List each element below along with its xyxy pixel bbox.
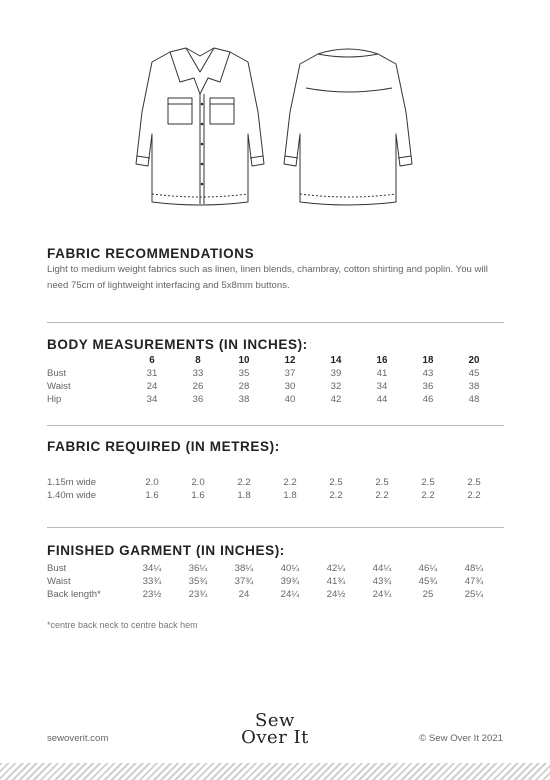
row-label: Waist [47,576,71,587]
table-row [47,575,497,588]
row-label: Waist [47,381,71,392]
divider [47,527,504,528]
table-cell: 2.0 [191,477,205,488]
size-header: 18 [422,355,434,366]
table-cell: 2.5 [329,477,343,488]
table-cell: 26 [192,381,204,392]
table-cell: 25¼ [464,589,484,600]
table-cell: 42¼ [326,563,346,574]
table-cell: 24½ [326,589,346,600]
row-label: 1.15m wide [47,477,97,488]
row-label: Bust [47,368,67,379]
table-cell: 40¼ [280,563,300,574]
table-cell: 42 [330,394,342,405]
divider [47,425,504,426]
finished-garment-heading: FINISHED GARMENT (IN INCHES): [47,543,285,558]
table-cell: 45¾ [418,576,438,587]
table-cell: 36¼ [188,563,208,574]
table-cell: 34 [146,394,158,405]
table-cell: 23½ [142,589,162,600]
table-cell: 38¼ [234,563,254,574]
table-cell: 43 [422,368,434,379]
copyright-text: © Sew Over It 2021 [419,733,503,744]
table-cell: 28 [238,381,250,392]
table-cell: 44¼ [372,563,392,574]
table-cell: 35 [238,368,250,379]
logo-line-2: Over It [241,727,309,748]
table-cell: 37¾ [234,576,254,587]
table-cell: 34¼ [142,563,162,574]
row-label: Back length* [47,589,101,600]
table-cell: 39¾ [280,576,300,587]
logo-line-1: Sew [255,710,295,731]
sew-over-it-logo [240,712,310,746]
table-cell: 46 [422,394,434,405]
size-header: 10 [238,355,250,366]
table-cell: 2.2 [375,490,389,501]
table-cell: 41¾ [326,576,346,587]
fabric-recommendations-heading: FABRIC RECOMMENDATIONS [47,246,255,261]
table-cell: 2.2 [329,490,343,501]
table-cell: 48 [468,394,480,405]
fabric-recommendations-text: Light to medium weight fabrics such as linen, linen blends, chambray, cotton shirting and poplin. You will need 75cm of lightweight interfacing and 5x8mm buttons. [47,264,488,291]
table-cell: 36 [192,394,204,405]
table-cell: 40 [284,394,296,405]
table-cell: 45 [468,368,480,379]
shirt-back-drawing [276,42,421,210]
table-cell: 37 [284,368,296,379]
table-row [47,476,497,489]
row-label: Bust [47,563,67,574]
table-cell: 41 [376,368,388,379]
table-row [47,588,497,601]
table-cell: 38 [238,394,250,405]
table-cell: 2.2 [283,477,297,488]
table-cell: 24 [146,381,158,392]
shirt-front-drawing [128,42,273,210]
table-cell: 33¾ [142,576,162,587]
table-cell: 47¾ [464,576,484,587]
table-cell: 1.6 [191,490,205,501]
table-cell: 2.2 [421,490,435,501]
size-header: 20 [468,355,480,366]
size-header-row [47,354,497,367]
table-cell: 39 [330,368,342,379]
fabric-required-heading: FABRIC REQUIRED (IN METRES): [47,439,280,454]
table-cell: 24¾ [372,589,392,600]
table-row [47,380,497,393]
table-cell: 2.2 [467,490,481,501]
table-cell: 31 [146,368,158,379]
table-cell: 1.8 [237,490,251,501]
table-cell: 33 [192,368,204,379]
table-cell: 48¼ [464,563,484,574]
divider [47,322,504,323]
table-cell: 35¾ [188,576,208,587]
table-row [47,393,497,406]
table-row [47,489,497,502]
table-cell: 36 [422,381,434,392]
table-cell: 1.8 [283,490,297,501]
website-link[interactable]: sewoverit.com [47,733,109,744]
table-cell: 32 [330,381,342,392]
body-measurements-heading: BODY MEASUREMENTS (IN INCHES): [47,337,308,352]
size-header: 14 [330,355,342,366]
table-cell: 2.5 [421,477,435,488]
table-cell: 23¾ [188,589,208,600]
size-header: 16 [376,355,388,366]
back-length-footnote: *centre back neck to centre back hem [47,620,198,630]
table-cell: 46¼ [418,563,438,574]
table-cell: 24¼ [280,589,300,600]
row-label: 1.40m wide [47,490,97,501]
garment-illustrations [0,0,550,215]
table-cell: 38 [468,381,480,392]
table-cell: 2.2 [237,477,251,488]
fabric-required-table [47,476,497,502]
table-cell: 43¾ [372,576,392,587]
size-header: 6 [149,355,155,366]
striped-border [0,763,550,780]
size-header: 8 [195,355,201,366]
table-cell: 2.5 [467,477,481,488]
body-measurements-table [47,354,497,406]
table-cell: 25 [422,589,434,600]
row-label: Hip [47,394,62,405]
table-cell: 30 [284,381,296,392]
table-cell: 1.6 [145,490,159,501]
table-cell: 34 [376,381,388,392]
finished-garment-table [47,562,497,601]
size-header: 12 [284,355,296,366]
table-cell: 2.0 [145,477,159,488]
table-cell: 44 [376,394,388,405]
table-row [47,562,497,575]
table-row [47,367,497,380]
table-cell: 2.5 [375,477,389,488]
table-cell: 24 [238,589,250,600]
